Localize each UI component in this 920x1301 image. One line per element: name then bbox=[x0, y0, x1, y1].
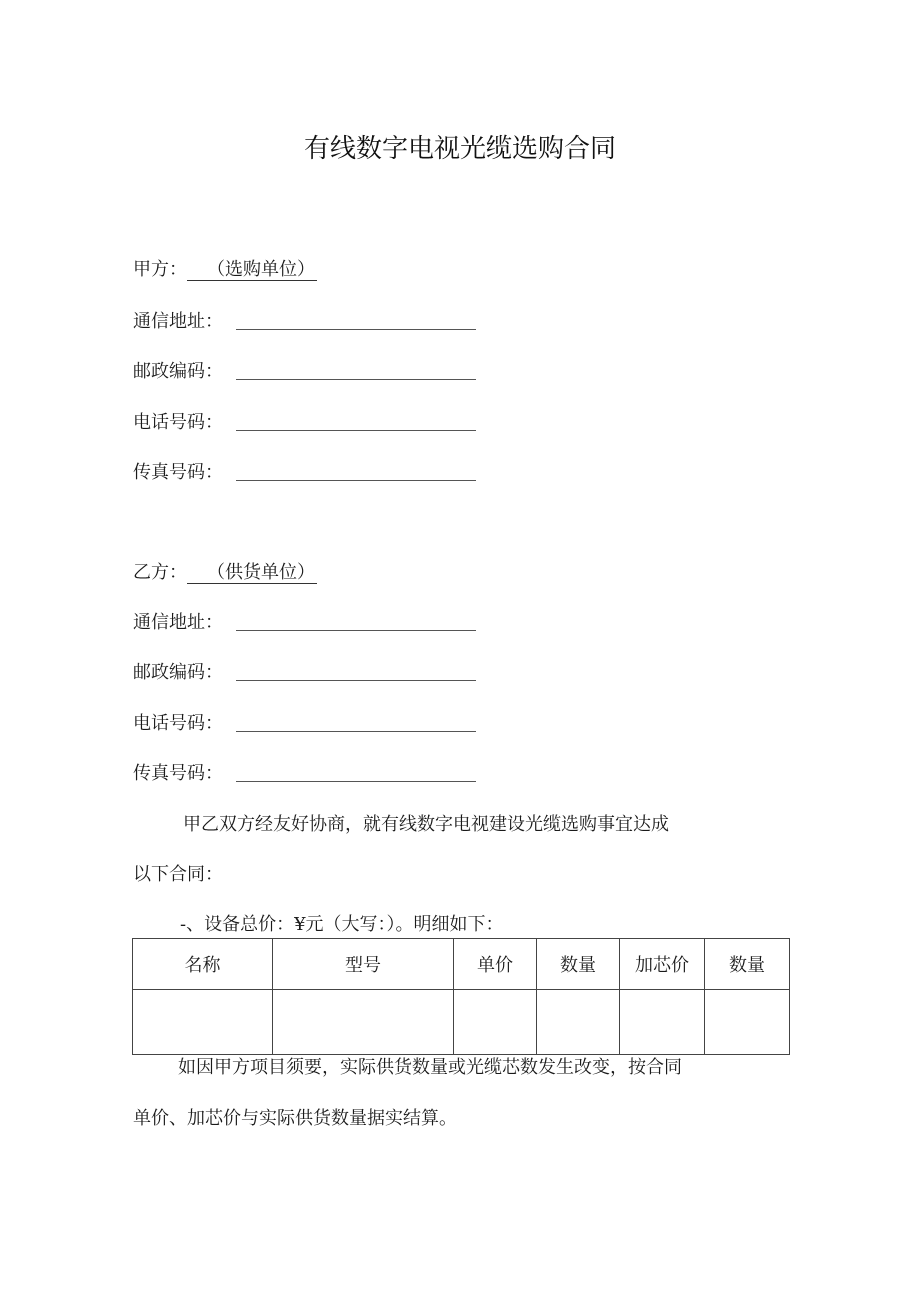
header-quantity-2: 数量 bbox=[705, 939, 790, 990]
party-b-line bbox=[133, 561, 317, 585]
document-title: 有线数字电视光缆选购合同 bbox=[303, 134, 616, 164]
party-a-postcode-field[interactable] bbox=[236, 379, 476, 380]
table-row bbox=[133, 990, 790, 1055]
party-b-phone-row bbox=[133, 712, 233, 736]
table-cell[interactable] bbox=[705, 990, 790, 1055]
party-a-phone-field[interactable] bbox=[236, 430, 476, 431]
party-a-phone-label: 电话号码： bbox=[133, 412, 223, 433]
intro-line-2: 以下合同： bbox=[133, 864, 223, 885]
party-b-address-row bbox=[133, 611, 233, 635]
party-a-fax-label: 传真号码： bbox=[133, 462, 223, 483]
party-b-fax-label: 传真号码： bbox=[133, 763, 223, 784]
section-1-heading: -、设备总价：¥元（大写：）。明细如下： bbox=[180, 914, 504, 935]
party-a-fax-row bbox=[133, 461, 233, 485]
header-extra-core-price: 加芯价 bbox=[620, 939, 705, 990]
party-b-postcode-row bbox=[133, 661, 233, 685]
party-b-phone-field[interactable] bbox=[236, 731, 476, 732]
party-a-address-field[interactable] bbox=[236, 329, 476, 330]
header-quantity: 数量 bbox=[537, 939, 620, 990]
party-b-value: （供货单位） bbox=[187, 563, 317, 584]
party-b-label: 乙方： bbox=[133, 562, 187, 583]
note-line-1: 如因甲方项目须要，实际供货数量或光缆芯数发生改变，按合同 bbox=[178, 1057, 682, 1078]
party-a-label: 甲方： bbox=[133, 259, 187, 280]
party-b-postcode-field[interactable] bbox=[236, 680, 476, 681]
party-b-fax-row bbox=[133, 762, 233, 786]
header-unit-price: 单价 bbox=[454, 939, 537, 990]
table-cell[interactable] bbox=[537, 990, 620, 1055]
party-a-address-label: 通信地址： bbox=[133, 311, 223, 332]
party-b-phone-label: 电话号码： bbox=[133, 713, 223, 734]
party-a-phone-row bbox=[133, 411, 233, 435]
party-a-postcode-row bbox=[133, 360, 233, 384]
party-a-address-row bbox=[133, 310, 233, 334]
party-b-address-field[interactable] bbox=[236, 630, 476, 631]
table-cell[interactable] bbox=[620, 990, 705, 1055]
party-a-fax-field[interactable] bbox=[236, 480, 476, 481]
intro-line-1: 甲乙双方经友好协商，就有线数字电视建设光缆选购事宜达成 bbox=[183, 814, 669, 835]
note-line-2: 单价、加芯价与实际供货数量据实结算。 bbox=[133, 1108, 457, 1129]
party-b-fax-field[interactable] bbox=[236, 781, 476, 782]
header-model: 型号 bbox=[273, 939, 454, 990]
party-a-value: （选购单位） bbox=[187, 260, 317, 281]
table-cell[interactable] bbox=[133, 990, 273, 1055]
table-header-row bbox=[133, 939, 790, 990]
equipment-table bbox=[132, 938, 790, 1055]
header-name: 名称 bbox=[133, 939, 273, 990]
party-b-postcode-label: 邮政编码： bbox=[133, 662, 223, 683]
table-cell[interactable] bbox=[273, 990, 454, 1055]
table-cell[interactable] bbox=[454, 990, 537, 1055]
party-a-line bbox=[133, 258, 317, 282]
party-b-address-label: 通信地址： bbox=[133, 612, 223, 633]
party-a-postcode-label: 邮政编码： bbox=[133, 361, 223, 382]
